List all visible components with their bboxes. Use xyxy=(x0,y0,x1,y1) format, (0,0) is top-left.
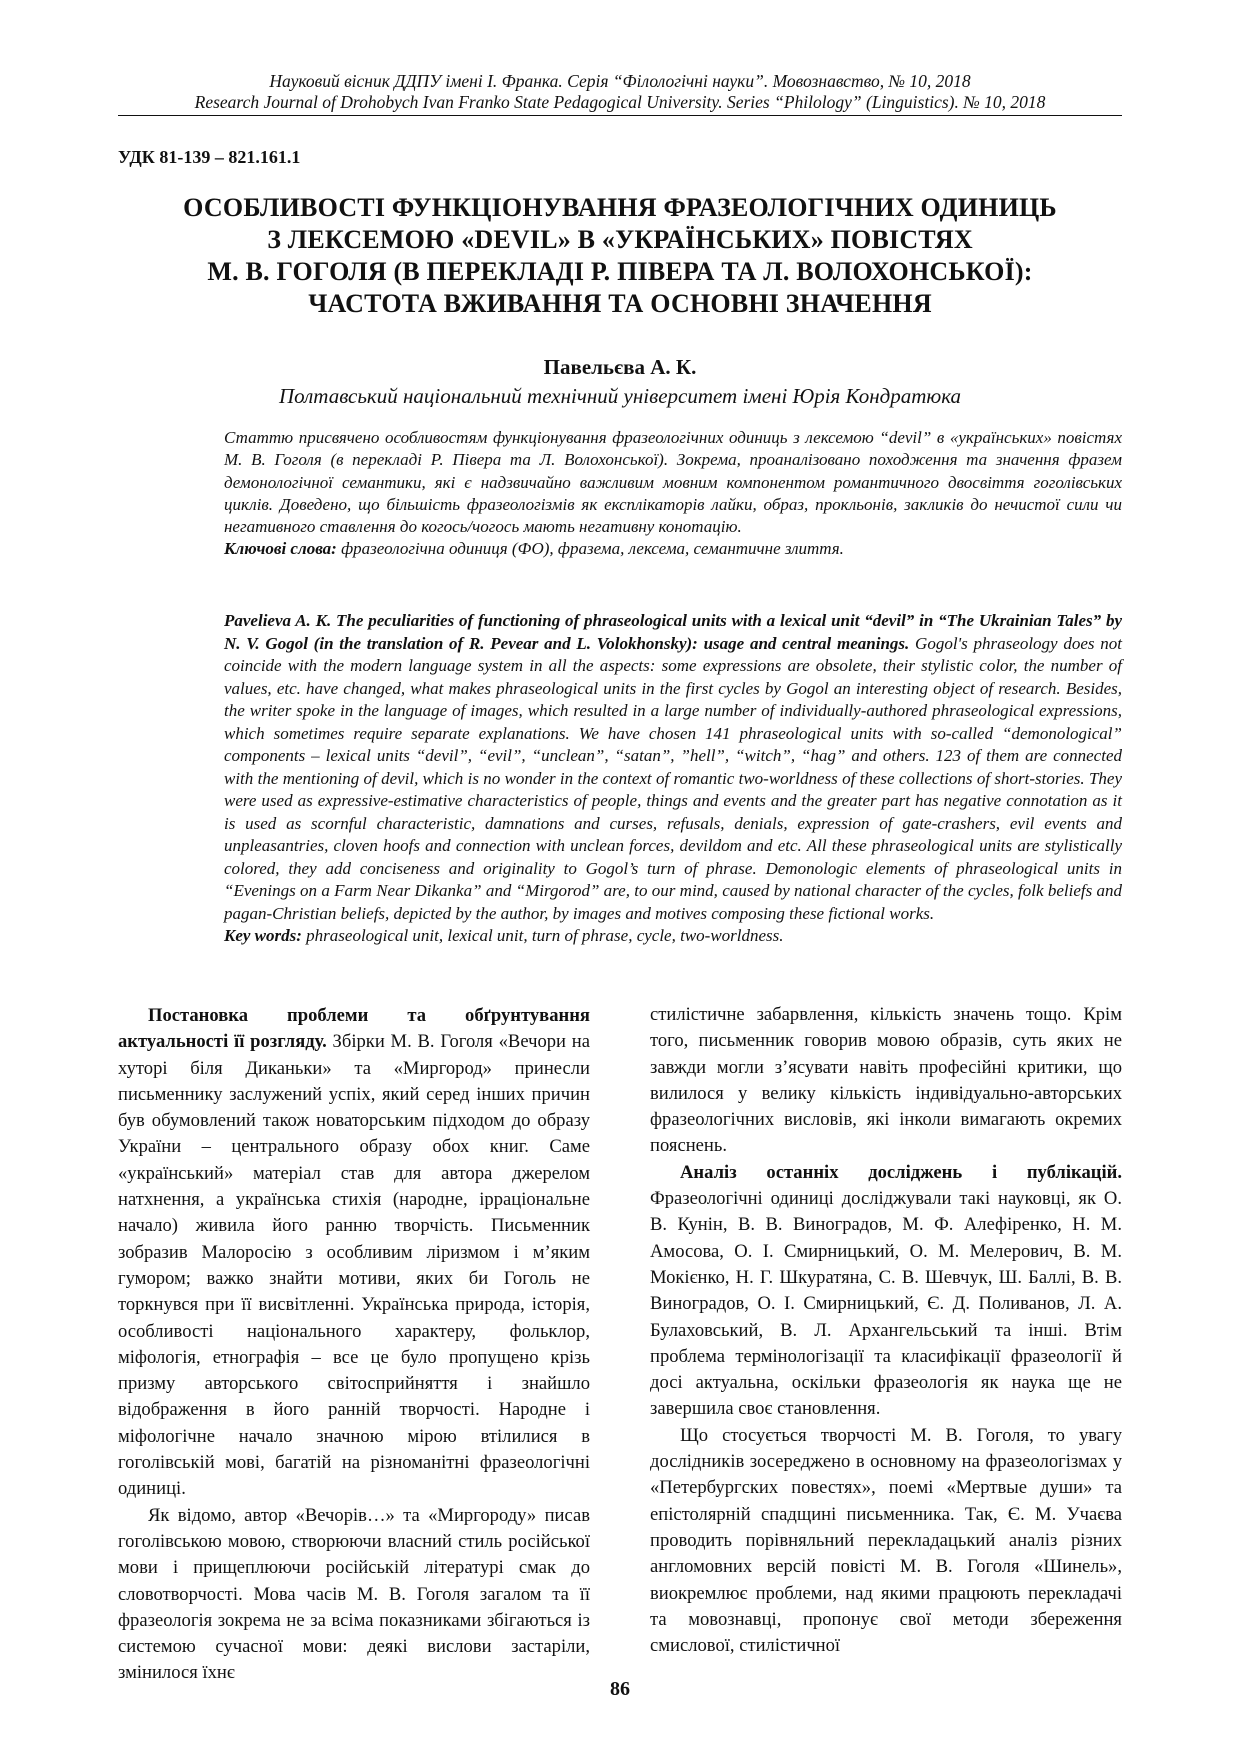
title-line-3: М. В. ГОГОЛЯ (В ПЕРЕКЛАДІ Р. ПІВЕРА ТА Л. ВОЛОХОНСЬКОЇ): xyxy=(207,257,1033,286)
abstract-ukrainian xyxy=(224,427,1122,561)
paragraph-text: Фразеологічні одиниці досліджували такі науковці, як О. В. Кунін, В. В. Виноградов, М. Ф. Алефіренко, Н. М. Амосова, О. І. Смирницький, О. М. Мелерович, В. М. Мокієнко, Н. Г. Шкуратяна, С. В. Шевчук, Ш. Баллі, В. В. Виноградов, О. І. Смирницький, Є. Д. Поливанов, Л. А. Булаховський, В. Л. Архангельський та інші. Втім проблема термінологізації та класифікації фразеології й досі актуальна, оскільки фразеологія як наука ще не завершила своє становлення. xyxy=(650,1188,1122,1420)
section-heading: Аналіз останніх досліджень і публікацій. xyxy=(680,1161,1122,1183)
keywords-uk-text: фразеологічна одиниця (ФО), фразема, лексема, семантичне злиття. xyxy=(336,539,844,559)
paragraph-text: Збірки М. В. Гоголя «Вечори на хуторі біля Диканьки» та «Миргород» принесли письменнику заслужений успіх, який серед інших причин був обумовлений також новаторським підходом до образу України – центрального образу обох книг. Саме «український» матеріал став для автора джерелом натхнення, а українська стихія (народне, ірраціональне начало) живила його ранню творчість. Письменник зобразив Малоросію з особливим ліризмом і м’яким гумором; важко знайти мотиви, яких би Гоголь не торкнувся при її висвітленні. Українська природа, історія, особливості національного характеру, фольклор, міфологія, етнографія – все це було пропущено крізь призму авторського світосприйняття і знайшло відображення в його ранній творчості. Народне і міфологічне начало значною мірою втілилися в гоголівській мові, багатій на різноманітні фразеологічні одиниці. xyxy=(118,1031,590,1500)
keywords-en xyxy=(224,925,1122,948)
body-column-right xyxy=(650,1002,1122,1659)
body-paragraph xyxy=(650,1160,1122,1423)
author-affiliation: Полтавський національний технічний університет імені Юрія Кондратюка xyxy=(278,384,962,408)
keywords-uk xyxy=(224,538,1122,560)
title-line-2: З ЛЕКСЕМОЮ «DEVIL» В «УКРАЇНСЬКИХ» ПОВІСТЯХ xyxy=(267,225,973,254)
title-line-4: ЧАСТОТА ВЖИВАННЯ ТА ОСНОВНІ ЗНАЧЕННЯ xyxy=(308,289,932,318)
body-paragraph: Що стосується творчості М. В. Гоголя, то увагу дослідників зосереджено в основному на фразеологізмах у «Петербургских повестях», поемі «Мертвые души» та епістолярній спадщині письменника. Так, Є. М. Учаєва проводить порівняльний перекладацький аналіз різних англомовних версій повісті М. В. Гоголя «Шинель», виокремлює проблеми, над якими працюють перекладачі та мовознавці, пропонує свої методи збереження смислової, стилістичної xyxy=(650,1424,1122,1657)
body-column-left xyxy=(118,1003,590,1687)
keywords-en-label: Key words: xyxy=(224,926,302,945)
journal-header-en: Research Journal of Drohobych Ivan Franko State Pedagogical University. Series “Philology” (Linguistics). № 10, 2018 xyxy=(194,92,1046,112)
title-line-1: ОСОБЛИВОСТІ ФУНКЦІОНУВАННЯ ФРАЗЕОЛОГІЧНИХ ОДИНИЦЬ xyxy=(183,193,1057,222)
page-number: 86 xyxy=(610,1678,630,1700)
body-paragraph: стилістичне забарвлення, кількість значень тощо. Крім того, письменник говорив мовою образів, суть яких не завжди могли з’ясувати навіть професійні критики, що вилилося у велику кількість індивідуально-авторських фразеологічних висловів, які інколи вимагають окремих пояснень. xyxy=(650,1004,1122,1157)
abstract-en-text: Gogol's phraseology does not coincide with the modern language system in all the aspects: some expressions are obsolete, their stylistic color, the number of values, etc. have changed, what makes phraseological units in the first cycles by Gogol an interesting object of research. Besides, the writer spoke in the language of images, which resulted in a large number of individually-authored phraseological expressions, which sometimes require separate explanations. We have chosen 141 phraseological units with so-called “demonological” components – lexical units “devil”, “evil”, “unclean”, “satan”, ”hell”, “witch”, “hag” and others. 123 of them are connected with the mentioning of devil, which is no wonder in the context of romantic two-worldness of these collections of short-stories. They were used as expressive-estimative characteristics of people, things and events and the greater part has negative connotation as it is used as scornful characteristic, damnations and curses, refusals, denials, expression of gate-crashers, evil events and unpleasantries, cloven hoofs and connection with unclean forces, devildom and etc. All these phraseological units are stylistically colored, they add conciseness and originality to Gogol’s turn of phrase. Demonologic elements of phraseological units in “Evenings on a Farm Near Dikanka” and “Mirgorod” are, to our mind, caused by national character of the cycles, folk beliefs and pagan-Christian beliefs, depicted by the author, by images and motives composing these fictional works. xyxy=(224,633,1122,923)
abstract-english xyxy=(224,610,1122,948)
header-rule xyxy=(118,115,1122,116)
journal-header-uk: Науковий вісник ДДПУ імені І. Франка. Серія “Філологічні науки”. Мовознавство, № 10, 2018 xyxy=(269,71,971,91)
abstract-en-paragraph xyxy=(224,610,1122,925)
keywords-en-text: phraseological unit, lexical unit, turn of phrase, cycle, two-worldness. xyxy=(301,926,784,945)
body-paragraph xyxy=(118,1003,590,1503)
abstract-en-lead: Pavelieva A. K. The peculiarities of functioning of phraseological units with a lexical unit “devil” in “The Ukrainian Tales” by N. V. Gogol (in the translation of R. Pevear and L. Volokhonsky): usage and central meanings. xyxy=(224,611,1122,653)
udc-code: УДК 81-139 – 821.161.1 xyxy=(118,147,301,167)
abstract-uk-text: Статтю присвячено особливостям функціонування фразеологічних одиниць з лексемою “devil” в «українських» повістях М. В. Гоголя (в перекладі Р. Півера та Л. Волохонської). Зокрема, проаналізовано походження та значення фразем демонологічної семантики, які є надзвичайно важливим мовним компонентом романтичного двосвіття гоголівських циклів. Доведено, що більшість фразеологізмів як експлікаторів лайки, образ, прокльонів, закликів до нечистої сили чи негативного ставлення до когось/чогось мають негативну конотацію. xyxy=(224,428,1122,537)
keywords-uk-label: Ключові слова: xyxy=(224,539,337,559)
journal-header xyxy=(130,71,1110,113)
article-title xyxy=(118,192,1122,320)
author-name: Павельєва А. К. xyxy=(543,355,697,379)
section-heading: Постановка проблеми та обґрунтування актуальності її розгляду. xyxy=(118,1005,590,1053)
body-paragraph: Як відомо, автор «Вечорів…» та «Миргороду» писав гоголівською мовою, створюючи власний стиль російської мови і прищеплюючи російській літературі смак до словотворчості. Мова часів М. В. Гоголя загалом та її фразеологія зокрема не за всіма показниками збігаються із системою сучасної мови: деякі вислови застаріли, змінилося їхнє xyxy=(118,1504,590,1684)
